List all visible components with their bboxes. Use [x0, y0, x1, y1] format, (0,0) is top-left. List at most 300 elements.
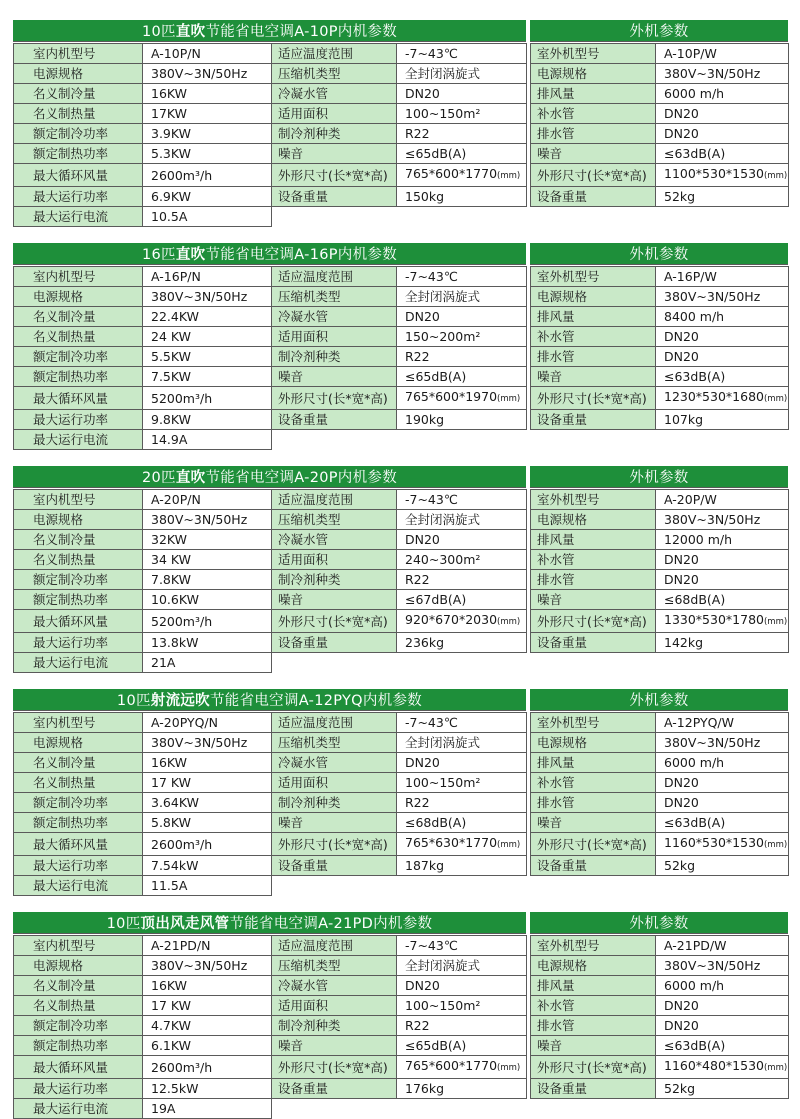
table-row: [531, 144, 789, 164]
param-value: [397, 793, 527, 813]
table-row: [531, 530, 789, 550]
spec-block: [13, 912, 788, 1115]
param-value-text: 52kg: [664, 1081, 696, 1096]
param-value-text: 142kg: [664, 635, 704, 650]
table-row: [14, 813, 527, 833]
title-suffix: 节能省电空调A-21PD内机参数: [229, 916, 433, 932]
param-label: 室内机型号: [14, 267, 143, 287]
param-value-text: 240~300m²: [405, 552, 481, 567]
table-row: [14, 187, 527, 207]
param-value: 17KW: [143, 104, 272, 124]
param-value-text: 380V~3N/50Hz: [664, 512, 761, 527]
param-label: 设备重量: [272, 1079, 397, 1099]
table-row: [531, 753, 789, 773]
param-label: 制冷剂种类: [272, 793, 397, 813]
param-value: [656, 327, 789, 347]
param-label: 外形尺寸(长*宽*高): [531, 387, 656, 410]
param-label: 噪音: [531, 1036, 656, 1056]
spec-block: [13, 466, 788, 669]
unit-label: (mm): [763, 1063, 788, 1073]
table-row: [14, 773, 527, 793]
param-value: [397, 510, 527, 530]
title-highlight: 直吹: [175, 24, 206, 40]
param-value: [656, 590, 789, 610]
indoor-params-table: [13, 712, 527, 896]
spec-block: [13, 689, 788, 892]
param-label: 压缩机类型: [272, 287, 397, 307]
param-value: [397, 773, 527, 793]
table-row: [531, 996, 789, 1016]
param-value-text: 6000 m/h: [664, 755, 725, 770]
param-value: [656, 187, 789, 207]
table-row: [14, 490, 527, 510]
outdoor-title: 外机参数: [530, 689, 788, 711]
param-value: 16KW: [143, 753, 272, 773]
param-value: [397, 187, 527, 207]
param-label: 电源规格: [531, 733, 656, 753]
param-label: 补水管: [531, 104, 656, 124]
param-label: 噪音: [531, 367, 656, 387]
param-value-text: ≤63dB(A): [664, 369, 726, 384]
table-row: [531, 44, 789, 64]
param-label: 最大运行功率: [14, 187, 143, 207]
param-value: [656, 164, 789, 187]
param-label: 名义制热量: [14, 327, 143, 347]
param-label: 电源规格: [14, 733, 143, 753]
param-value: 10.6KW: [143, 590, 272, 610]
outdoor-params-table: [530, 712, 789, 876]
param-value: [656, 733, 789, 753]
param-label: 室外机型号: [531, 44, 656, 64]
table-row: [14, 1036, 527, 1056]
param-label: 最大循环风量: [14, 1056, 143, 1079]
param-label: 名义制热量: [14, 550, 143, 570]
param-value-text: 6000 m/h: [664, 978, 725, 993]
param-label: 压缩机类型: [272, 733, 397, 753]
param-value: [397, 633, 527, 653]
param-label: 最大运行电流: [14, 430, 143, 450]
param-value: [656, 104, 789, 124]
param-label: 最大运行功率: [14, 1079, 143, 1099]
table-row: [14, 793, 527, 813]
table-row: [14, 976, 527, 996]
param-value-text: 8400 m/h: [664, 309, 725, 324]
param-value-text: ≤63dB(A): [664, 146, 726, 161]
param-value: 19A: [143, 1099, 272, 1119]
param-value-text: DN20: [664, 572, 699, 587]
table-row: [531, 1079, 789, 1099]
table-row: [14, 410, 527, 430]
param-value-text: DN20: [664, 1018, 699, 1033]
param-label: 适用面积: [272, 550, 397, 570]
title-highlight: 射流远吹: [150, 693, 210, 709]
param-value: [656, 936, 789, 956]
param-label: 外形尺寸(长*宽*高): [531, 164, 656, 187]
param-value: [656, 833, 789, 856]
title-suffix: 节能省电空调A-12PYQ内机参数: [209, 693, 423, 709]
table-row: [531, 267, 789, 287]
param-value: [397, 164, 527, 187]
table-row: [14, 956, 527, 976]
param-value: [397, 124, 527, 144]
param-label: 额定制热功率: [14, 813, 143, 833]
table-row: [14, 590, 527, 610]
outdoor-params-table: [530, 266, 789, 430]
table-row: [14, 1079, 527, 1099]
param-value: 6.9KW: [143, 187, 272, 207]
param-label: 排水管: [531, 570, 656, 590]
param-value: [397, 590, 527, 610]
table-row: [14, 307, 527, 327]
param-value-text: DN20: [405, 755, 440, 770]
param-value-text: 1230*530*1680: [664, 389, 764, 404]
param-value-text: DN20: [664, 349, 699, 364]
table-row: [14, 713, 527, 733]
param-label: 电源规格: [14, 287, 143, 307]
table-row: [531, 813, 789, 833]
table-row: [14, 633, 527, 653]
param-value: [656, 64, 789, 84]
param-value: [656, 550, 789, 570]
param-value-text: -7~43℃: [405, 46, 458, 61]
param-label: 最大运行电流: [14, 653, 143, 673]
table-row: [531, 590, 789, 610]
param-value-text: 100~150m²: [405, 775, 481, 790]
indoor-title: [13, 912, 526, 934]
param-value: 12.5kW: [143, 1079, 272, 1099]
param-label: 制冷剂种类: [272, 124, 397, 144]
param-label: 压缩机类型: [272, 510, 397, 530]
title-highlight: 顶出风走风管: [140, 916, 230, 932]
param-label: 适用面积: [272, 104, 397, 124]
param-label: 最大循环风量: [14, 833, 143, 856]
param-value-text: ≤65dB(A): [405, 1038, 467, 1053]
param-value: 380V~3N/50Hz: [143, 64, 272, 84]
param-value: [656, 976, 789, 996]
param-value-text: R22: [405, 126, 430, 141]
param-value-text: ≤63dB(A): [664, 1038, 726, 1053]
param-value: 6.1KW: [143, 1036, 272, 1056]
table-row: [531, 327, 789, 347]
param-label: 设备重量: [272, 410, 397, 430]
param-value: [397, 610, 527, 633]
empty-cell: [272, 207, 527, 227]
table-row: [14, 347, 527, 367]
param-label: 设备重量: [272, 187, 397, 207]
table-row: [531, 1056, 789, 1079]
table-row: [531, 387, 789, 410]
title-prefix: 10匹: [116, 693, 151, 709]
param-label: 适应温度范围: [272, 44, 397, 64]
empty-cell: [272, 430, 527, 450]
param-value: 13.8kW: [143, 633, 272, 653]
param-value: [397, 530, 527, 550]
param-value-text: 176kg: [405, 1081, 445, 1096]
param-value-text: -7~43℃: [405, 492, 458, 507]
param-label: 额定制冷功率: [14, 793, 143, 813]
param-value-text: 150kg: [405, 189, 445, 204]
unit-label: (mm): [497, 617, 521, 627]
param-label: 排风量: [531, 976, 656, 996]
param-value-text: DN20: [405, 309, 440, 324]
param-value-text: -7~43℃: [405, 269, 458, 284]
param-label: 额定制热功率: [14, 590, 143, 610]
param-value: [656, 813, 789, 833]
param-value: 17 KW: [143, 996, 272, 1016]
param-value: [656, 44, 789, 64]
param-value-text: 380V~3N/50Hz: [664, 66, 761, 81]
param-value: 3.9KW: [143, 124, 272, 144]
param-value: [656, 124, 789, 144]
table-row: [14, 550, 527, 570]
param-value: [656, 996, 789, 1016]
param-value: [656, 367, 789, 387]
param-label: 室外机型号: [531, 490, 656, 510]
table-row: [14, 84, 527, 104]
param-label: 排风量: [531, 307, 656, 327]
param-value: [397, 976, 527, 996]
param-value: 24 KW: [143, 327, 272, 347]
title-suffix: 节能省电空调A-20P内机参数: [205, 470, 397, 486]
table-row: [14, 996, 527, 1016]
param-label: 外形尺寸(长*宽*高): [531, 1056, 656, 1079]
param-value-text: 236kg: [405, 635, 445, 650]
param-value: [656, 410, 789, 430]
outdoor-params-table: [530, 935, 789, 1099]
param-label: 最大运行电流: [14, 1099, 143, 1119]
param-value: 4.7KW: [143, 1016, 272, 1036]
param-value-text: 1160*480*1530: [664, 1058, 764, 1073]
empty-cell: [272, 653, 527, 673]
table-row: [14, 144, 527, 164]
param-label: 噪音: [531, 813, 656, 833]
table-row: [531, 367, 789, 387]
param-label: 排风量: [531, 84, 656, 104]
param-label: 制冷剂种类: [272, 570, 397, 590]
param-label: 适用面积: [272, 773, 397, 793]
param-value: [656, 1016, 789, 1036]
param-label: 适应温度范围: [272, 267, 397, 287]
param-value-text: 380V~3N/50Hz: [664, 289, 761, 304]
param-value: [656, 570, 789, 590]
param-value-text: 6000 m/h: [664, 86, 725, 101]
param-label: 噪音: [272, 813, 397, 833]
param-value-text: DN20: [664, 775, 699, 790]
param-value-text: 全封闭涡旋式: [405, 735, 481, 750]
param-label: 设备重量: [531, 633, 656, 653]
param-value: 5200m³/h: [143, 387, 272, 410]
param-value-text: 765*630*1770: [405, 835, 498, 850]
param-value: A-16P/N: [143, 267, 272, 287]
param-label: 噪音: [272, 1036, 397, 1056]
table-row: [531, 713, 789, 733]
table-row: [531, 570, 789, 590]
param-label: 冷凝水管: [272, 530, 397, 550]
param-value-text: R22: [405, 795, 430, 810]
param-label: 制冷剂种类: [272, 1016, 397, 1036]
param-label: 冷凝水管: [272, 84, 397, 104]
param-label: 压缩机类型: [272, 64, 397, 84]
param-value: 14.9A: [143, 430, 272, 450]
param-label: 设备重量: [272, 633, 397, 653]
param-label: 名义制冷量: [14, 530, 143, 550]
table-row: [531, 976, 789, 996]
param-value-text: 107kg: [664, 412, 704, 427]
param-value-text: 12000 m/h: [664, 532, 733, 547]
param-value: [397, 387, 527, 410]
param-label: 名义制冷量: [14, 307, 143, 327]
param-label: 外形尺寸(长*宽*高): [272, 164, 397, 187]
param-value: [397, 84, 527, 104]
title-prefix: 16匹: [142, 247, 176, 263]
param-label: 电源规格: [531, 64, 656, 84]
param-value-text: ≤65dB(A): [405, 146, 467, 161]
param-value-text: 380V~3N/50Hz: [664, 958, 761, 973]
param-value: [656, 510, 789, 530]
table-row: [531, 510, 789, 530]
table-row: [531, 410, 789, 430]
table-row: [531, 773, 789, 793]
param-label: 冷凝水管: [272, 307, 397, 327]
table-row: [531, 164, 789, 187]
param-label: 室外机型号: [531, 713, 656, 733]
table-row: [531, 793, 789, 813]
param-label: 排水管: [531, 124, 656, 144]
table-row: [531, 633, 789, 653]
param-label: 名义制热量: [14, 996, 143, 1016]
param-value: [656, 773, 789, 793]
param-value: [397, 307, 527, 327]
param-value: [397, 733, 527, 753]
param-value: [656, 856, 789, 876]
table-row: [14, 653, 527, 673]
param-value: [656, 956, 789, 976]
unit-label: (mm): [497, 840, 521, 850]
param-label: 设备重量: [531, 187, 656, 207]
param-label: 最大循环风量: [14, 164, 143, 187]
param-value: 7.54kW: [143, 856, 272, 876]
param-label: 设备重量: [531, 1079, 656, 1099]
table-row: [14, 733, 527, 753]
param-value: 21A: [143, 653, 272, 673]
param-label: 排水管: [531, 1016, 656, 1036]
param-value: [397, 833, 527, 856]
param-value: A-10P/N: [143, 44, 272, 64]
spec-block: [13, 20, 788, 223]
param-value-text: DN20: [664, 795, 699, 810]
param-label: 排风量: [531, 530, 656, 550]
param-value-text: R22: [405, 1018, 430, 1033]
table-row: [14, 44, 527, 64]
param-label: 最大运行电流: [14, 207, 143, 227]
param-value-text: ≤63dB(A): [664, 815, 726, 830]
param-label: 额定制热功率: [14, 1036, 143, 1056]
spec-block: [13, 243, 788, 446]
table-row: [531, 84, 789, 104]
table-row: [531, 64, 789, 84]
param-value: [397, 856, 527, 876]
unit-label: (mm): [763, 617, 788, 627]
param-value-text: 765*600*1970: [405, 389, 498, 404]
table-row: [14, 570, 527, 590]
param-label: 最大运行功率: [14, 856, 143, 876]
param-label: 额定制冷功率: [14, 570, 143, 590]
param-label: 外形尺寸(长*宽*高): [531, 610, 656, 633]
table-row: [531, 347, 789, 367]
param-value-text: ≤67dB(A): [405, 592, 467, 607]
param-value: [656, 610, 789, 633]
param-value: 5.3KW: [143, 144, 272, 164]
table-row: [14, 104, 527, 124]
param-value: 380V~3N/50Hz: [143, 733, 272, 753]
param-value: 380V~3N/50Hz: [143, 287, 272, 307]
param-value: [397, 550, 527, 570]
empty-cell: [272, 1099, 527, 1119]
param-label: 名义制冷量: [14, 976, 143, 996]
param-value-text: 全封闭涡旋式: [405, 512, 481, 527]
param-label: 外形尺寸(长*宽*高): [272, 387, 397, 410]
param-value-text: -7~43℃: [405, 938, 458, 953]
param-value: [397, 996, 527, 1016]
param-value: [656, 84, 789, 104]
param-value-text: DN20: [664, 552, 699, 567]
param-value-text: 765*600*1770: [405, 166, 498, 181]
param-value: 16KW: [143, 976, 272, 996]
unit-label: (mm): [497, 394, 521, 404]
param-value: [397, 327, 527, 347]
param-label: 外形尺寸(长*宽*高): [272, 610, 397, 633]
param-label: 电源规格: [14, 64, 143, 84]
param-value: [656, 530, 789, 550]
param-value: [397, 44, 527, 64]
indoor-params-table: [13, 43, 527, 227]
param-value-text: 1160*530*1530: [664, 835, 764, 850]
param-label: 设备重量: [531, 856, 656, 876]
table-row: [14, 387, 527, 410]
param-label: 最大循环风量: [14, 387, 143, 410]
param-label: 设备重量: [531, 410, 656, 430]
table-row: [531, 307, 789, 327]
param-value-text: DN20: [664, 998, 699, 1013]
param-label: 适用面积: [272, 996, 397, 1016]
param-value: [656, 713, 789, 733]
table-row: [14, 430, 527, 450]
param-label: 室内机型号: [14, 44, 143, 64]
param-value: [397, 813, 527, 833]
param-label: 补水管: [531, 550, 656, 570]
table-row: [531, 1036, 789, 1056]
table-row: [14, 753, 527, 773]
table-row: [531, 187, 789, 207]
param-value: [656, 1079, 789, 1099]
table-row: [14, 936, 527, 956]
title-highlight: 直吹: [175, 470, 206, 486]
table-row: [14, 530, 527, 550]
param-label: 补水管: [531, 327, 656, 347]
param-value-text: 1330*530*1780: [664, 612, 764, 627]
param-value-text: DN20: [664, 329, 699, 344]
param-label: 室外机型号: [531, 936, 656, 956]
param-value: 2600m³/h: [143, 833, 272, 856]
param-label: 适用面积: [272, 327, 397, 347]
param-label: 电源规格: [531, 956, 656, 976]
outdoor-params-table: [530, 489, 789, 653]
unit-label: (mm): [497, 171, 521, 181]
param-label: 噪音: [531, 144, 656, 164]
param-label: 电源规格: [531, 510, 656, 530]
param-value: [656, 1036, 789, 1056]
param-value-text: ≤65dB(A): [405, 369, 467, 384]
